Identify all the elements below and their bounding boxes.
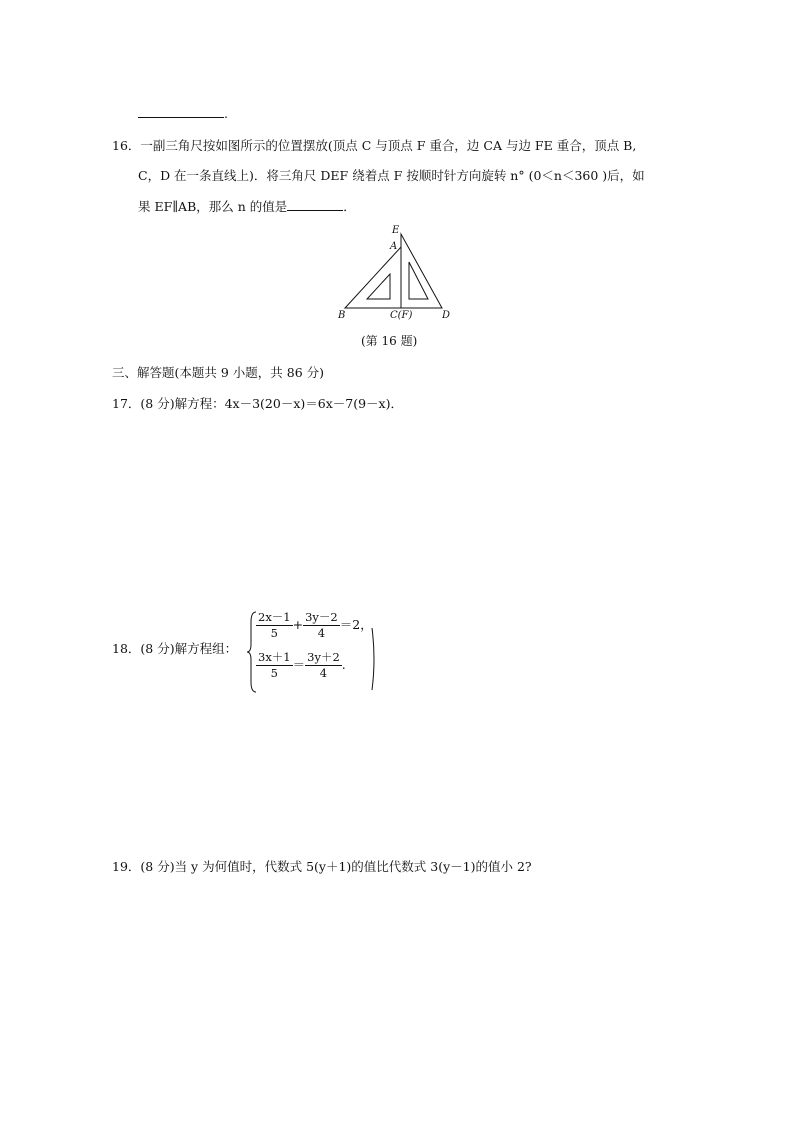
q16-number: 16． — [112, 138, 141, 153]
label-e: E — [392, 225, 400, 236]
equals-sign: ＝ — [292, 657, 306, 672]
q16-line1 — [112, 136, 636, 154]
section-title: 三、解答题(本题共 9 小题，共 86 分) — [112, 365, 325, 380]
q16-text-1: 一副三角尺按如图所示的位置摆放(顶点 C 与顶点 F 重合，边 CA 与边 FE 重合，顶点 B, — [140, 138, 637, 153]
fraction: $\frac{3y+2}{4}$ — [307, 650, 340, 680]
q19: 19．(8 分)当 y 为何值时，代数式 5(y＋1)的值比代数式 3(y－1)的值小 2? — [112, 859, 532, 874]
q18-prefix: 18．(8 分)解方程组： — [112, 641, 238, 656]
q16-text-3: 果 EF∥AB，那么 n 的值是 — [138, 199, 288, 214]
label-cf: C(F) — [390, 310, 413, 321]
answer-blank-q15 — [138, 104, 228, 121]
inner-cutout-abc — [367, 274, 390, 299]
rhs: ＝2， — [339, 617, 373, 632]
q18-eq1 — [256, 610, 373, 641]
figure-caption: (第 16 题) — [361, 334, 418, 348]
period: . — [224, 106, 228, 121]
answer-blank-q16 — [287, 197, 343, 211]
blank-line — [138, 104, 224, 118]
fraction: $\frac{3y-2}{4}$ — [305, 610, 338, 640]
period: . — [341, 657, 346, 672]
q17: 17．(8 分)解方程：4x－3(20－x)＝6x－7(9－x)． — [112, 396, 403, 411]
triangle-def — [401, 234, 442, 308]
plus-sign: + — [292, 617, 304, 632]
q16-line3 — [138, 197, 356, 215]
inner-cutout-def — [409, 262, 428, 299]
fraction: $\frac{3x+1}{5}$ — [258, 650, 291, 680]
label-b: B — [338, 310, 346, 321]
label-d: D — [442, 310, 451, 321]
q16-figure — [330, 222, 460, 326]
label-a: A — [390, 241, 398, 252]
period: ． — [343, 199, 356, 214]
q18-eq2 — [256, 650, 346, 681]
q16-text-2: C，D 在一条直线上)．将三角尺 DEF 绕着点 F 按顺时针方向旋转 n° (0＜n＜360 )后，如 — [138, 168, 645, 183]
q16-line2 — [138, 166, 645, 184]
fraction: $\frac{2x-1}{5}$ — [258, 610, 291, 640]
